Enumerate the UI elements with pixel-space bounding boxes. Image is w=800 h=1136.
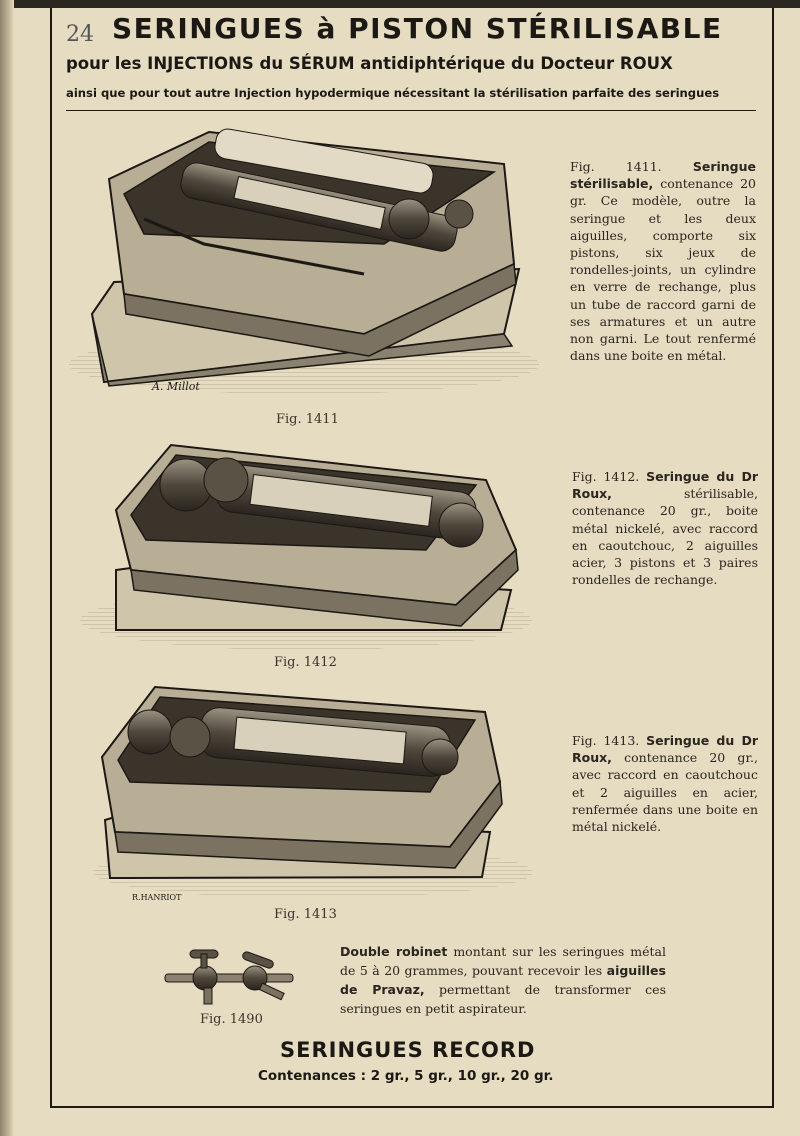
page-subtitle-secondary: ainsi que pour tout autre Injection hypodermique nécessitant la stérilisation parfaite des seringues — [66, 86, 720, 100]
figure-ref-1411: Fig. 1411. — [570, 159, 662, 174]
double-stopcock-illustration — [160, 944, 300, 1008]
figure-title-1411: Seringue stérilisable, — [570, 159, 756, 192]
syringe-case-1411-illustration — [64, 124, 544, 406]
page-title: SERINGUES à PISTON STÉRILISABLE — [112, 12, 723, 45]
figure-caption-1490: Fig. 1490 — [200, 1012, 263, 1027]
engraver-signature-1413: R.HANRIOT — [132, 893, 182, 902]
figure-caption-1411: Fig. 1411 — [276, 412, 339, 427]
figure-caption-1413: Fig. 1413 — [274, 907, 337, 922]
page-top-edge — [0, 0, 800, 8]
figure-body-1412: stérilisable, contenance 20 gr., boite métal nickelé, avec raccord en caoutchouc, 2 aiguilles acier, 3 pistons et 3 paires rondelles de rechange. — [572, 486, 758, 588]
engraver-signature-1411: A. Millot — [152, 380, 200, 393]
page-subtitle: pour les INJECTIONS du SÉRUM antidiphtérique du Docteur ROUX — [66, 54, 673, 73]
record-syringes-title: SERINGUES RECORD — [280, 1038, 536, 1062]
page-number: 24 — [66, 22, 94, 47]
figure-caption-1412: Fig. 1412 — [274, 655, 337, 670]
header-divider — [66, 110, 756, 111]
syringe-case-1413-illustration — [90, 682, 536, 902]
record-capacities: Contenances : 2 gr., 5 gr., 10 gr., 20 gr. — [258, 1068, 554, 1084]
figure-title-1412: Seringue du Dr Roux, — [572, 469, 759, 502]
page-left-edge — [0, 0, 14, 1136]
double-stopcock-title: Double robinet — [340, 944, 448, 959]
figure-description-1411 — [570, 158, 756, 364]
figure-description-1413 — [572, 732, 758, 835]
double-stopcock-text-1: montant sur les seringues métal de 5 à 20 grammes, pouvant recevoir les — [340, 944, 666, 978]
double-stopcock-text-2: permettant de transformer ces seringues en petit aspirateur. — [340, 982, 666, 1016]
figure-body-1411: contenance 20 gr. Ce modèle, outre la seringue et les deux aiguilles, comporte six pistons, six jeux de rondelles-joints, un cylindre en verre de rechange, plus un tube de raccord garni de ses armatures et un autre non garni. Le tout renfermé dans une boite en métal. — [570, 176, 756, 364]
figure-description-1412 — [572, 468, 758, 588]
syringe-case-1412-illustration — [76, 440, 538, 656]
double-stopcock-description — [340, 942, 666, 1018]
figure-ref-1412: Fig. 1412. — [572, 469, 640, 484]
figure-ref-1413: Fig. 1413. — [572, 733, 640, 748]
figure-body-1413: contenance 20 gr., avec raccord en caoutchouc et 2 aiguilles en acier, renfermée dans une boite en métal nickelé. — [572, 750, 758, 835]
figure-title-1413: Seringue du Dr Roux, — [572, 733, 759, 766]
pravaz-needles-label: aiguilles de Pravaz, — [340, 963, 666, 997]
